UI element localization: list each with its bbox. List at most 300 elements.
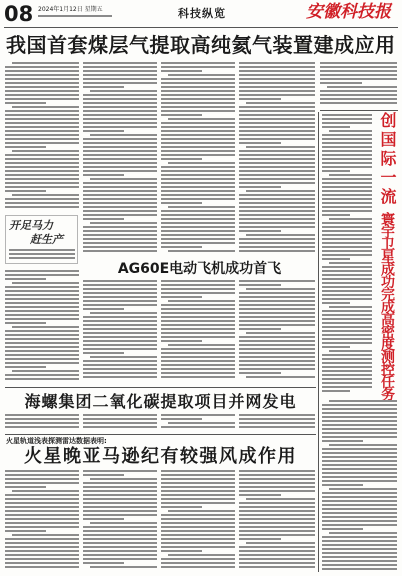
body-text-line [322, 516, 397, 518]
body-text-line [5, 170, 79, 172]
body-text-line [322, 390, 350, 392]
body-text-line [83, 502, 157, 504]
body-text-line [5, 350, 79, 352]
body-text-line [322, 556, 397, 558]
body-text-line [161, 320, 235, 322]
body-text-line [83, 86, 124, 88]
body-text-line [239, 94, 315, 96]
satellite-headline-part2: 寰宇卫星成功完成高密度测控任务 [379, 212, 395, 400]
body-text-line [322, 278, 372, 280]
body-text-line [161, 478, 235, 480]
body-text-line [5, 426, 79, 428]
body-text-line [322, 354, 372, 356]
body-text-line [322, 432, 397, 434]
body-text-line [161, 90, 235, 92]
body-text-line [239, 522, 315, 524]
lead-headline: 我国首套煤层气提取高纯氦气装置建成应用 [6, 33, 396, 57]
body-text-line [5, 178, 79, 180]
body-text-line [83, 518, 124, 520]
mars-kicker: 火星轨道浅表探测雷达数据表明: [6, 437, 107, 445]
body-text-line [5, 418, 79, 420]
body-text-line [83, 190, 157, 192]
body-text-line [5, 362, 79, 364]
body-text-line [161, 376, 235, 378]
body-text-line [161, 146, 235, 148]
body-text-line [161, 364, 235, 366]
body-text-line [5, 94, 79, 96]
body-text-line [161, 238, 235, 240]
body-text-line [161, 66, 235, 68]
body-text-line [83, 230, 157, 232]
body-text-line [83, 74, 157, 76]
body-text-line [5, 118, 79, 120]
body-text-line [239, 324, 315, 326]
body-text-line [239, 238, 315, 240]
body-text-line [239, 554, 315, 556]
body-text-line [161, 94, 235, 96]
body-text-line [239, 174, 315, 176]
body-text-line [322, 150, 372, 152]
body-text-line [246, 288, 315, 290]
body-text-line [83, 218, 124, 220]
body-text-line [83, 490, 157, 492]
body-text-line [5, 514, 79, 516]
body-text-line [161, 324, 235, 326]
body-text-line [5, 482, 79, 484]
body-text-line [239, 296, 315, 298]
body-text-line [322, 206, 372, 208]
body-text-line [5, 126, 79, 128]
body-text-line [329, 350, 372, 352]
body-text-line [322, 298, 372, 300]
body-text-line [83, 300, 157, 302]
body-text-line [161, 506, 202, 508]
body-text-line [161, 470, 235, 472]
body-text-line [322, 122, 372, 124]
body-text-line [5, 474, 79, 476]
body-text-line [5, 566, 79, 568]
body-text-line [239, 218, 315, 220]
body-text-line [322, 544, 397, 546]
body-text-line [12, 150, 79, 152]
body-text-line [239, 490, 315, 492]
body-text-line [239, 348, 315, 350]
body-text-line [161, 178, 235, 180]
body-text-line [83, 562, 124, 564]
body-text-line [168, 162, 235, 164]
body-text-line [168, 344, 235, 346]
body-text-line [161, 70, 202, 72]
body-text-line [161, 130, 235, 132]
body-text-line [161, 518, 235, 520]
body-text-line [83, 368, 157, 370]
body-text-line [5, 498, 79, 500]
body-text-line [239, 414, 315, 416]
body-text-line [161, 174, 235, 176]
body-text-line [322, 464, 397, 466]
body-text-line [161, 186, 235, 188]
body-text-line [322, 374, 372, 376]
body-text-line [161, 102, 235, 104]
body-text-line [83, 62, 157, 64]
body-text-line [5, 202, 79, 204]
body-text-line [12, 282, 79, 284]
body-text-line [239, 328, 281, 330]
body-text-line [90, 134, 157, 136]
body-text-line [161, 332, 235, 334]
body-text-line [5, 494, 79, 496]
body-text-line [83, 352, 124, 354]
body-text-line [9, 253, 75, 255]
body-text-line [239, 372, 281, 374]
body-text-line [322, 330, 372, 332]
body-text-line [5, 550, 79, 552]
editor-credits [38, 15, 112, 17]
body-text-line [83, 194, 157, 196]
body-text-line [161, 62, 235, 64]
body-text-line [322, 326, 372, 328]
body-text-line [239, 162, 315, 164]
body-text-line [239, 150, 315, 152]
body-text-line [322, 270, 372, 272]
body-text-line [239, 426, 315, 428]
body-text-line [161, 490, 235, 492]
body-text-line [322, 408, 397, 410]
body-text-line [83, 280, 157, 282]
body-text-line [5, 198, 79, 200]
body-text-line [239, 538, 281, 540]
body-text-line [239, 526, 315, 528]
photo-news-title-line2: 赶生产 [30, 233, 63, 246]
body-text-line [239, 364, 315, 366]
body-text-line [83, 414, 157, 416]
body-text-line [83, 114, 157, 116]
body-text-line [329, 488, 397, 490]
body-text-line [161, 86, 235, 88]
body-text-line [5, 562, 79, 564]
body-text-line [322, 460, 397, 462]
body-text-line [239, 158, 315, 160]
body-text-line [5, 274, 79, 276]
body-text-line [83, 376, 157, 378]
body-text-line [161, 280, 235, 282]
body-text-line [83, 82, 157, 84]
body-text-line [161, 542, 235, 544]
body-text-line [5, 90, 79, 92]
body-text-line [322, 528, 363, 530]
body-text-line [239, 130, 315, 132]
body-text-line [168, 250, 235, 252]
body-text-line [246, 498, 315, 500]
body-text-line [329, 306, 372, 308]
body-text-line [322, 568, 397, 570]
body-text-line [239, 62, 315, 64]
body-text-line [161, 198, 235, 200]
body-text-line [239, 142, 281, 144]
body-text-line [5, 278, 46, 280]
body-text-line [322, 480, 397, 482]
body-text-line [322, 166, 372, 168]
body-text-line [161, 328, 235, 330]
body-text-line [161, 336, 235, 338]
body-text-line [5, 286, 79, 288]
body-text-line [239, 308, 315, 310]
body-text-line [239, 154, 315, 156]
body-text-line [246, 102, 315, 104]
body-text-line [83, 250, 157, 252]
body-text-line [239, 242, 315, 244]
body-text-line [83, 158, 157, 160]
body-text-line [161, 372, 235, 374]
body-text-line [161, 308, 235, 310]
body-text-line [83, 336, 157, 338]
body-text-line [161, 562, 235, 564]
body-text-line [322, 416, 397, 418]
body-text-line [322, 198, 372, 200]
body-text-line [239, 562, 315, 564]
body-text-line [239, 368, 315, 370]
body-text-line [5, 522, 79, 524]
body-text-line [239, 344, 315, 346]
body-text-line [322, 452, 397, 454]
body-text-line [161, 352, 235, 354]
body-text-line [5, 290, 79, 292]
body-text-line [83, 538, 157, 540]
masthead-logo: 安徽科技报 [306, 2, 391, 22]
body-text-line [83, 470, 157, 472]
body-text-line [161, 142, 235, 144]
body-text-line [320, 78, 397, 80]
body-text-line [239, 250, 315, 252]
body-text-line [322, 342, 372, 344]
body-text-line [161, 226, 235, 228]
body-text-line [322, 536, 397, 538]
body-text-line [322, 448, 397, 450]
body-text-line [239, 336, 315, 338]
body-text-line [322, 500, 397, 502]
body-text-line [329, 130, 372, 132]
body-text-line [239, 166, 315, 168]
body-text-line [322, 266, 372, 268]
body-text-line [5, 298, 79, 300]
body-text-line [83, 106, 157, 108]
body-text-line [5, 182, 79, 184]
body-text-line [5, 338, 79, 340]
body-text-line [5, 270, 79, 272]
body-text-line [322, 524, 397, 526]
body-text-line [246, 234, 315, 236]
body-text-line [239, 98, 281, 100]
body-text-line [322, 508, 397, 510]
body-text-line [161, 566, 235, 568]
body-text-line [322, 548, 397, 550]
body-text-line [83, 198, 157, 200]
body-text-line [239, 106, 315, 108]
section-divider [5, 434, 316, 435]
body-text-line [5, 546, 79, 548]
body-text-line [5, 530, 46, 532]
body-text-line [322, 142, 372, 144]
body-text-line [83, 308, 124, 310]
body-text-line [83, 530, 157, 532]
body-text-line [161, 368, 235, 370]
body-text-line [5, 134, 79, 136]
body-text-line [83, 186, 157, 188]
body-text-line [83, 70, 157, 72]
body-text-line [83, 102, 157, 104]
body-text-line [239, 114, 315, 116]
body-text-line [322, 476, 397, 478]
body-text-line [239, 506, 315, 508]
body-text-line [161, 514, 235, 516]
body-text-line [329, 444, 397, 446]
body-text-line [239, 70, 315, 72]
body-text-line [239, 138, 315, 140]
body-text-line [161, 106, 235, 108]
body-text-line [83, 328, 157, 330]
body-text-line [239, 134, 315, 136]
body-text-line [161, 304, 235, 306]
body-text-line [83, 166, 157, 168]
body-text-line [161, 486, 235, 488]
body-text-line [83, 372, 157, 374]
body-text-line [83, 130, 124, 132]
body-text-line [5, 154, 79, 156]
body-text-line [5, 342, 79, 344]
body-text-line [239, 198, 315, 200]
body-text-line [5, 526, 79, 528]
body-text-line [320, 62, 397, 64]
body-text-line [161, 158, 202, 160]
body-text-line [322, 234, 372, 236]
body-text-line [5, 334, 79, 336]
body-text-line [322, 146, 372, 148]
body-text-line [161, 558, 235, 560]
body-text-line [322, 314, 372, 316]
body-text-line [161, 550, 202, 552]
body-text-line [322, 178, 372, 180]
body-text-line [246, 332, 315, 334]
body-text-line [161, 360, 235, 362]
body-text-line [239, 226, 315, 228]
body-text-line [239, 66, 315, 68]
body-text-line [322, 424, 397, 426]
body-text-line [161, 182, 235, 184]
ag60e-headline: AG60E电动飞机成功首飞 [117, 261, 282, 277]
body-text-line [161, 234, 235, 236]
body-text-line [322, 496, 397, 498]
body-text-line [161, 292, 235, 294]
body-text-line [329, 174, 372, 176]
body-text-line [322, 162, 372, 164]
body-text-line [161, 98, 235, 100]
body-text-line [161, 312, 235, 314]
body-text-line [322, 118, 372, 120]
body-text-line [239, 478, 315, 480]
body-text-line [161, 482, 235, 484]
body-text-line [83, 542, 157, 544]
body-text-line [83, 284, 157, 286]
body-text-line [322, 552, 397, 554]
body-text-line [83, 238, 157, 240]
body-text-line [161, 246, 202, 248]
body-text-line [239, 246, 315, 248]
body-text-line [161, 530, 235, 532]
body-text-line [161, 426, 235, 428]
body-text-line [5, 502, 79, 504]
body-text-line [320, 74, 397, 76]
body-text-line [5, 166, 79, 168]
body-text-line [5, 158, 79, 160]
body-text-line [322, 404, 397, 406]
body-text-line [5, 66, 79, 68]
body-text-line [320, 82, 362, 84]
body-text-line [239, 182, 315, 184]
body-text-line [322, 322, 372, 324]
body-text-line [322, 182, 372, 184]
body-text-line [83, 554, 157, 556]
body-text-line [5, 138, 79, 140]
body-text-line [83, 316, 157, 318]
body-text-line [322, 158, 372, 160]
body-text-line [239, 202, 315, 204]
page-number: 08 [4, 2, 34, 26]
body-text-line [83, 118, 157, 120]
body-text-line [83, 150, 157, 152]
body-text-line [239, 514, 315, 516]
body-text-line [5, 102, 46, 104]
body-text-line [322, 138, 372, 140]
body-text-line [5, 470, 79, 472]
body-text-line [239, 206, 315, 208]
body-text-line [322, 230, 372, 232]
body-text-line [161, 78, 235, 80]
body-text-line [5, 114, 79, 116]
body-text-line [161, 296, 202, 298]
body-text-line [5, 78, 79, 80]
body-text-line [83, 426, 157, 428]
body-text-line [9, 249, 75, 251]
body-text-line [83, 174, 124, 176]
body-text-line [322, 456, 397, 458]
body-text-line [322, 362, 372, 364]
body-text-line [5, 302, 79, 304]
body-text-line [83, 234, 157, 236]
body-text-line [246, 542, 315, 544]
body-text-line [322, 366, 372, 368]
body-text-line [322, 504, 397, 506]
body-text-line [83, 182, 157, 184]
body-text-line [168, 554, 235, 556]
body-text-line [5, 414, 79, 416]
body-text-line [83, 320, 157, 322]
body-text-line [161, 166, 235, 168]
body-text-line [239, 418, 315, 420]
body-text-line [161, 210, 235, 212]
body-text-line [322, 282, 372, 284]
body-text-line [322, 310, 372, 312]
body-text-line [83, 146, 157, 148]
body-text-line [161, 126, 235, 128]
body-text-line [239, 494, 281, 496]
body-text-line [239, 126, 315, 128]
body-text-line [83, 514, 157, 516]
body-text-line [5, 346, 79, 348]
body-text-line [5, 122, 79, 124]
body-text-line [83, 304, 157, 306]
body-text-line [83, 126, 157, 128]
column-divider [320, 110, 398, 111]
